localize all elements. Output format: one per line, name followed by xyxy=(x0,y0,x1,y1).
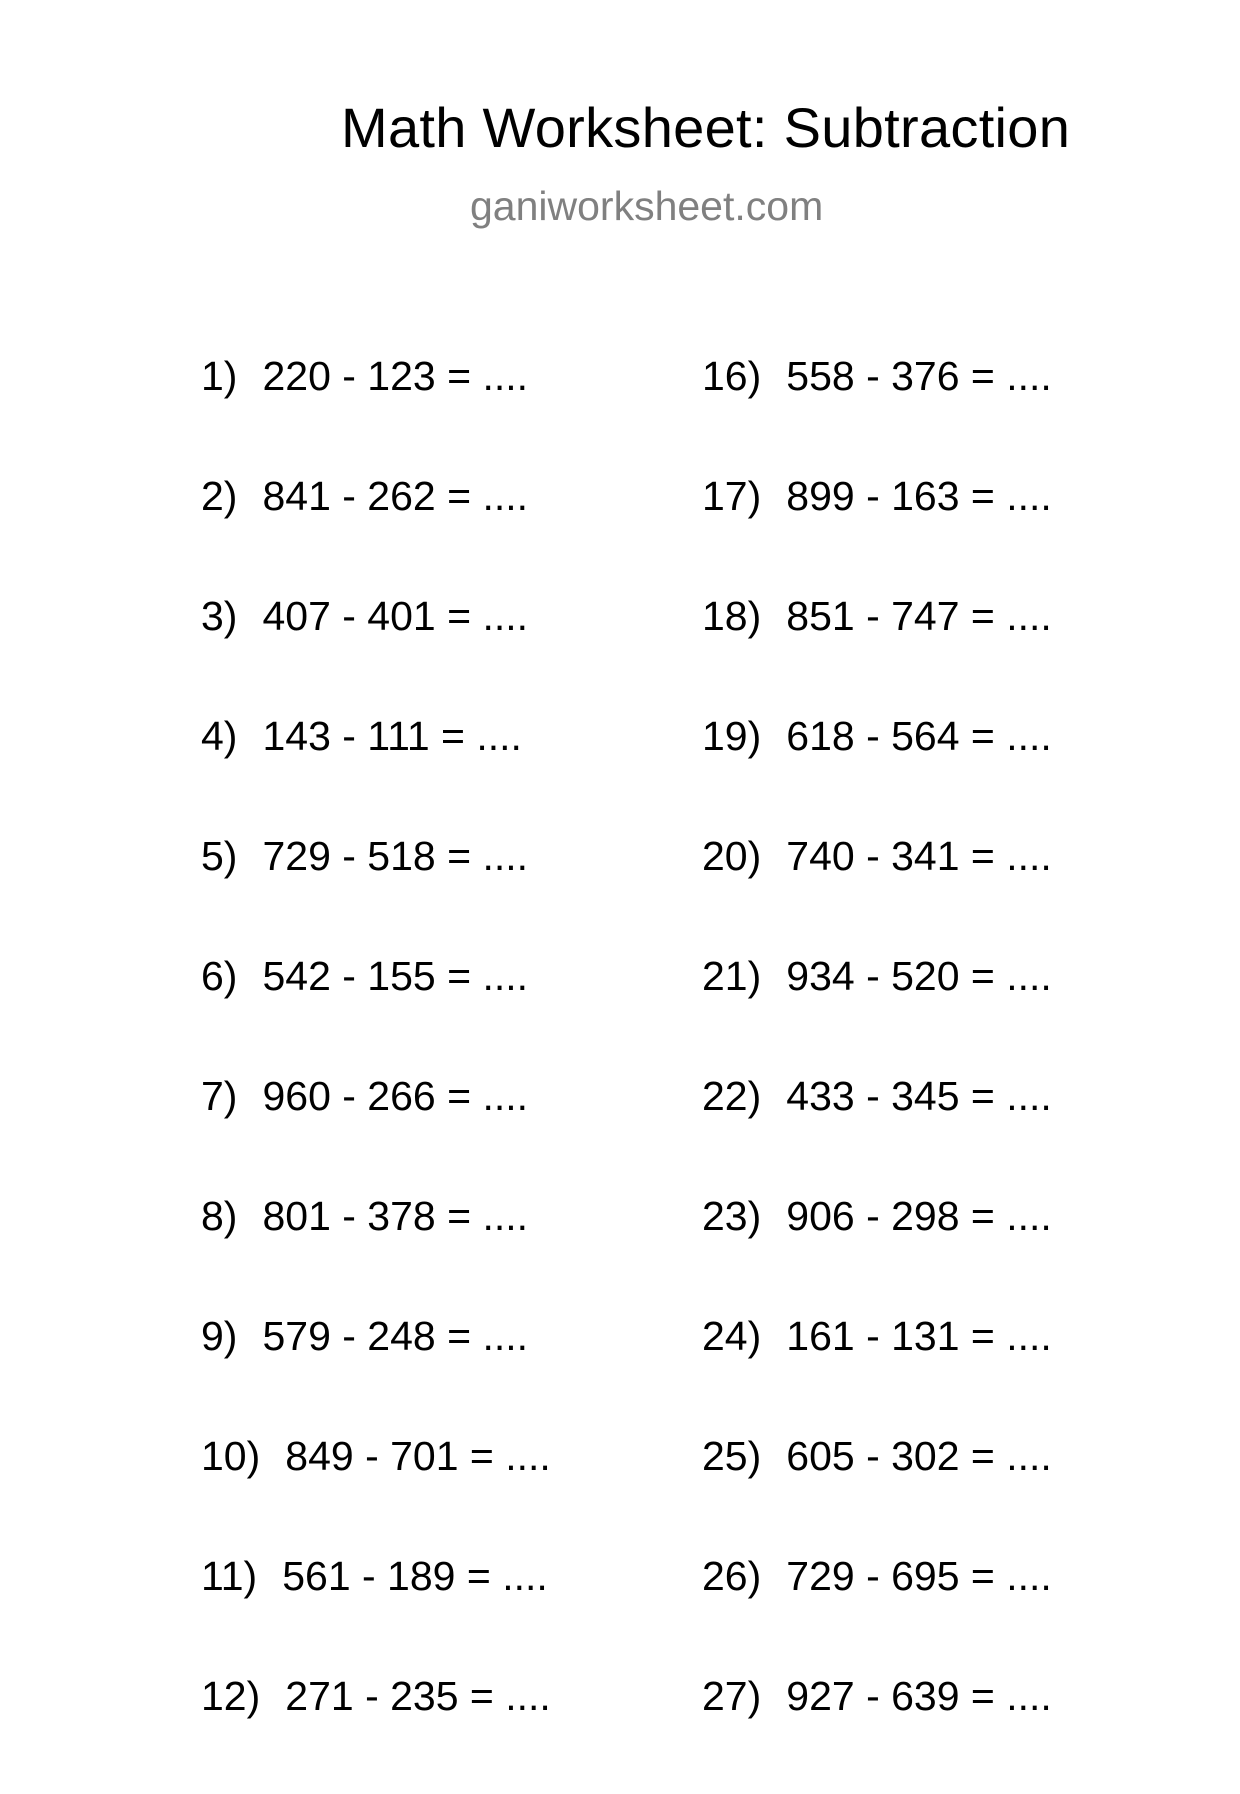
problem-number: 3) xyxy=(201,593,238,639)
page-title: Math Worksheet: Subtraction xyxy=(341,96,1071,159)
problem-item xyxy=(702,1434,1052,1554)
problem-item xyxy=(201,1074,551,1194)
problem-expression: 729 - 695 = .... xyxy=(786,1553,1052,1599)
problem-expression: 960 - 266 = .... xyxy=(262,1073,529,1119)
problem-expression: 271 - 235 = .... xyxy=(285,1673,551,1719)
problem-number: 22) xyxy=(702,1073,762,1119)
problem-expression: 605 - 302 = .... xyxy=(786,1433,1052,1479)
problem-item xyxy=(201,594,551,714)
problem-number: 8) xyxy=(201,1193,238,1239)
problem-number: 26) xyxy=(702,1553,762,1599)
problem-item xyxy=(702,1074,1052,1194)
problem-expression: 433 - 345 = .... xyxy=(786,1073,1052,1119)
problem-expression: 161 - 131 = .... xyxy=(786,1313,1052,1359)
problem-number: 23) xyxy=(702,1193,762,1239)
problem-expression: 542 - 155 = .... xyxy=(262,953,529,999)
problem-column-left xyxy=(201,354,551,1794)
problem-number: 21) xyxy=(702,953,762,999)
problem-number: 5) xyxy=(201,833,238,879)
problem-number: 27) xyxy=(702,1673,762,1719)
problem-item xyxy=(201,834,551,954)
problem-number: 4) xyxy=(201,713,238,759)
problem-expression: 841 - 262 = .... xyxy=(262,473,529,519)
problem-item xyxy=(201,1194,551,1314)
problem-expression: 407 - 401 = .... xyxy=(262,593,529,639)
problem-item xyxy=(201,1434,551,1554)
problem-item xyxy=(702,474,1052,594)
problem-expression: 729 - 518 = .... xyxy=(262,833,529,879)
problem-number: 16) xyxy=(702,353,762,399)
page-subtitle: ganiworksheet.com xyxy=(470,183,824,229)
problem-number: 7) xyxy=(201,1073,238,1119)
problem-expression: 849 - 701 = .... xyxy=(285,1433,551,1479)
problem-item xyxy=(702,714,1052,834)
problem-expression: 851 - 747 = .... xyxy=(786,593,1052,639)
problem-item xyxy=(702,834,1052,954)
problem-expression: 143 - 111 = .... xyxy=(262,713,522,759)
problem-expression: 740 - 341 = .... xyxy=(786,833,1052,879)
problem-item xyxy=(201,714,551,834)
problem-number: 11) xyxy=(201,1553,258,1599)
problem-expression: 801 - 378 = .... xyxy=(262,1193,529,1239)
problem-expression: 579 - 248 = .... xyxy=(262,1313,529,1359)
problem-expression: 906 - 298 = .... xyxy=(786,1193,1052,1239)
problem-item xyxy=(702,354,1052,474)
problem-column-right xyxy=(702,354,1052,1794)
problem-item xyxy=(201,954,551,1074)
problem-number: 24) xyxy=(702,1313,762,1359)
problem-expression: 934 - 520 = .... xyxy=(786,953,1052,999)
problem-number: 6) xyxy=(201,953,238,999)
problem-number: 12) xyxy=(201,1673,261,1719)
problem-item xyxy=(201,1674,551,1794)
problem-item xyxy=(201,1314,551,1434)
problem-expression: 561 - 189 = .... xyxy=(282,1553,548,1599)
problem-item xyxy=(702,1314,1052,1434)
problem-number: 17) xyxy=(702,473,762,519)
problem-item xyxy=(201,354,551,474)
problem-number: 19) xyxy=(702,713,762,759)
problem-item xyxy=(702,594,1052,714)
problem-item xyxy=(702,1674,1052,1794)
problem-item xyxy=(702,1554,1052,1674)
problem-expression: 899 - 163 = .... xyxy=(786,473,1052,519)
problem-number: 25) xyxy=(702,1433,762,1479)
problem-expression: 618 - 564 = .... xyxy=(786,713,1052,759)
problem-item xyxy=(702,1194,1052,1314)
problem-number: 2) xyxy=(201,473,238,519)
problem-number: 20) xyxy=(702,833,762,879)
problem-number: 10) xyxy=(201,1433,261,1479)
problem-item xyxy=(201,474,551,594)
problem-expression: 927 - 639 = .... xyxy=(786,1673,1052,1719)
problem-expression: 220 - 123 = .... xyxy=(262,353,529,399)
problem-expression: 558 - 376 = .... xyxy=(786,353,1052,399)
problem-item xyxy=(702,954,1052,1074)
problem-number: 9) xyxy=(201,1313,238,1359)
problem-item xyxy=(201,1554,551,1674)
problem-number: 18) xyxy=(702,593,762,639)
problem-number: 1) xyxy=(201,353,238,399)
